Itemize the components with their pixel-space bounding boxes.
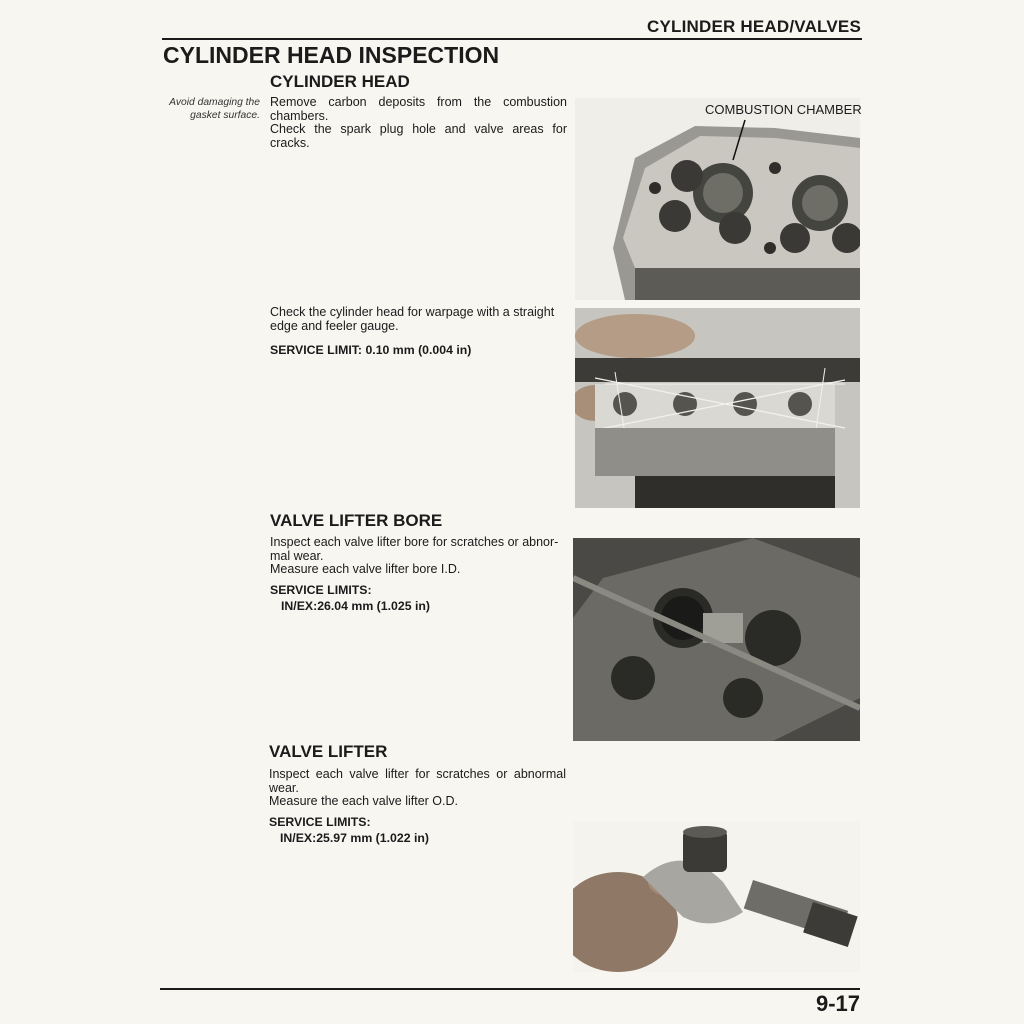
valve-lifter-bore-para1: Inspect each valve lifter bore for scratches or abnor-mal wear. [270,535,559,563]
valve-lifter-bore-para2: Measure each valve lifter bore I.D. [270,562,461,576]
cylinder-head-para1: Remove carbon deposits from the combustion chambers. [270,95,567,123]
valve-lifter-bore-text [270,536,567,577]
page-number: 9-17 [815,991,860,1016]
valve-lifter-bore-limit-label: SERVICE LIMITS: [270,583,372,597]
valve-lifter-bore-limit-value: IN/EX:26.04 mm (1.025 in) [281,599,430,613]
valve-lifter-limit-value: IN/EX:25.97 mm (1.022 in) [280,831,429,845]
warpage-limit-value: 0.10 mm (0.004 in) [365,343,472,357]
combustion-chamber-photo [575,98,860,300]
warpage-limit [270,342,471,358]
section-title: CYLINDER HEAD INSPECTION [163,42,500,68]
cylinder-head-text [270,96,567,150]
margin-note: Avoid damaging the gasket surface. [169,97,260,121]
header-rule [162,38,862,40]
valve-lifter-limits [269,814,429,846]
warpage-limit-label: SERVICE LIMIT: [270,343,363,357]
cylinder-head-para2: Check the spark plug hole and valve areas for cracks. [270,122,567,150]
cylinder-head-heading: CYLINDER HEAD [270,72,410,91]
chapter-title: CYLINDER HEAD/VALVES [646,17,861,36]
valve-lifter-micrometer-photo [573,822,860,972]
valve-lifter-text [269,768,566,809]
footer-rule [160,988,860,990]
valve-lifter-bore-limits [270,582,430,614]
valve-lifter-heading: VALVE LIFTER [269,742,388,761]
valve-lifter-para1: Inspect each valve lifter for scratches or abnormal wear. [269,767,566,795]
warpage-text: Check the cylinder head for warpage with a straight edge and feeler gauge. [270,305,555,333]
valve-lifter-bore-photo [573,538,860,741]
warpage-check-photo [575,308,860,508]
combustion-chamber-callout: COMBUSTION CHAMBER [705,102,862,117]
valve-lifter-bore-heading: VALVE LIFTER BORE [270,511,443,530]
valve-lifter-para2: Measure the each valve lifter O.D. [269,794,458,808]
valve-lifter-limit-label: SERVICE LIMITS: [269,815,371,829]
